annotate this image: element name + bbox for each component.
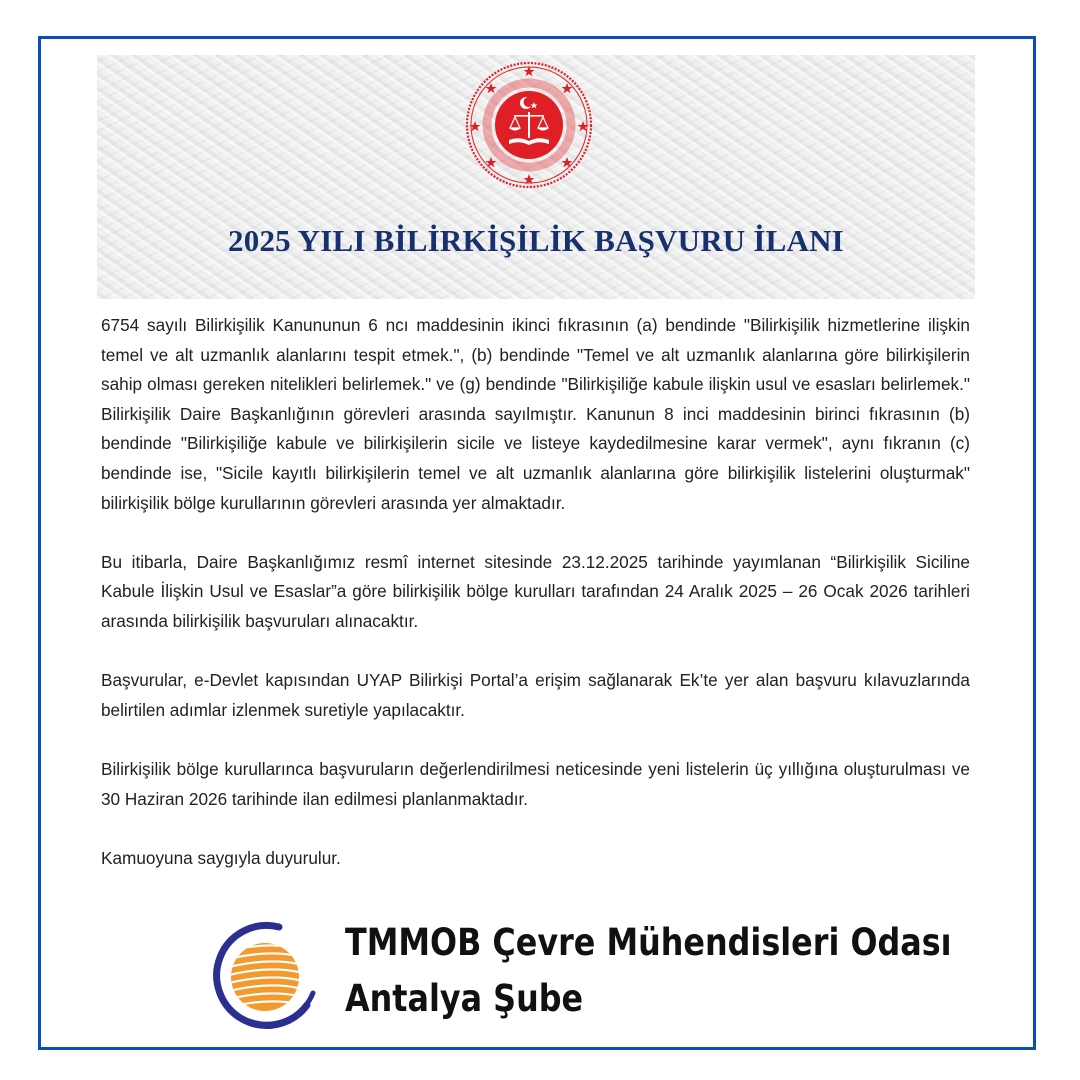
paragraph-list-publication: Bilirkişilik bölge kurullarınca başvuruların değerlendirilmesi neticesinde yeni listelerin üç yıllığına oluşturulması ve 30 Haziran 2026 tarihinde ilan edilmesi planlanmaktadır. xyxy=(101,758,970,809)
paragraph-application-method: Başvurular, e-Devlet kapısından UYAP Bilirkişi Portal’a erişim sağlanarak Ek’te yer alan başvuru kılavuzlarında belirtilen adımlar izlenmek suretiyle yapılacaktır. xyxy=(101,670,970,720)
paragraph-legal-basis: 6754 sayılı Bilirkişilik Kanununun 6 ncı maddesinin ikinci fıkrasının (a) bendinde "Bilirkişilik hizmetlerine ilişkin temel ve alt uzmanlık alanlarını tespit etmek.", (b) bendinde "Temel ve alt uzmanlık alanlarına göre bilirkişilerin sahip olması gereken nitelikleri belirlemek." ve (g) bendinde "Bilirkişiliğe kabule ilişkin usul ve esasları belirlemek." Bilirkişilik Daire Başkanlığının görevleri arasında sayılmıştır. Kanunun 8 inci maddesinin birinci fıkrasının (b) bendinde "Bilirkişiliğe kabule ve bilirkişilerin sicile ve listeye kaydedilmesine karar vermek", aynı fıkranın (c) bendinde ise, "Sicile kayıtlı bilirkişilerin temel ve alt uzmanlık alanlarına göre bilirkişilik listelerini oluşturmak" bilirkişilik bölge kurullarının görevleri arasında yer almaktadır. xyxy=(101,315,970,513)
paragraph-closing: Kamuoyuna saygıyla duyurulur. xyxy=(101,847,341,868)
announcement-body xyxy=(101,311,970,903)
ministry-of-justice-emblem-icon xyxy=(462,58,596,192)
tmmob-cmo-globe-logo-icon xyxy=(209,919,321,1031)
organization-name-line1: TMMOB Çevre Mühendisleri Odası xyxy=(345,921,952,964)
announcement-frame xyxy=(38,36,1036,1050)
paragraph-application-dates: Bu itibarla, Daire Başkanlığımız resmî internet sitesinde 23.12.2025 tarihinde yayımlanan “Bilirkişilik Siciline Kabule İlişkin Usul ve Esaslar”a göre bilirkişilik bölge kurulları tarafından 24 Aralık 2025 – 26 Ocak 2026 tarihleri arasında bilirkişilik başvuruları alınacaktır. xyxy=(101,551,970,631)
organization-footer xyxy=(209,915,989,1035)
announcement-title: 2025 YILI BİLİRKİŞİLİK BAŞVURU İLANI xyxy=(228,223,844,258)
announcement-banner xyxy=(97,55,975,299)
organization-name xyxy=(345,915,952,1027)
organization-name-line2: Antalya Şube xyxy=(345,977,584,1020)
